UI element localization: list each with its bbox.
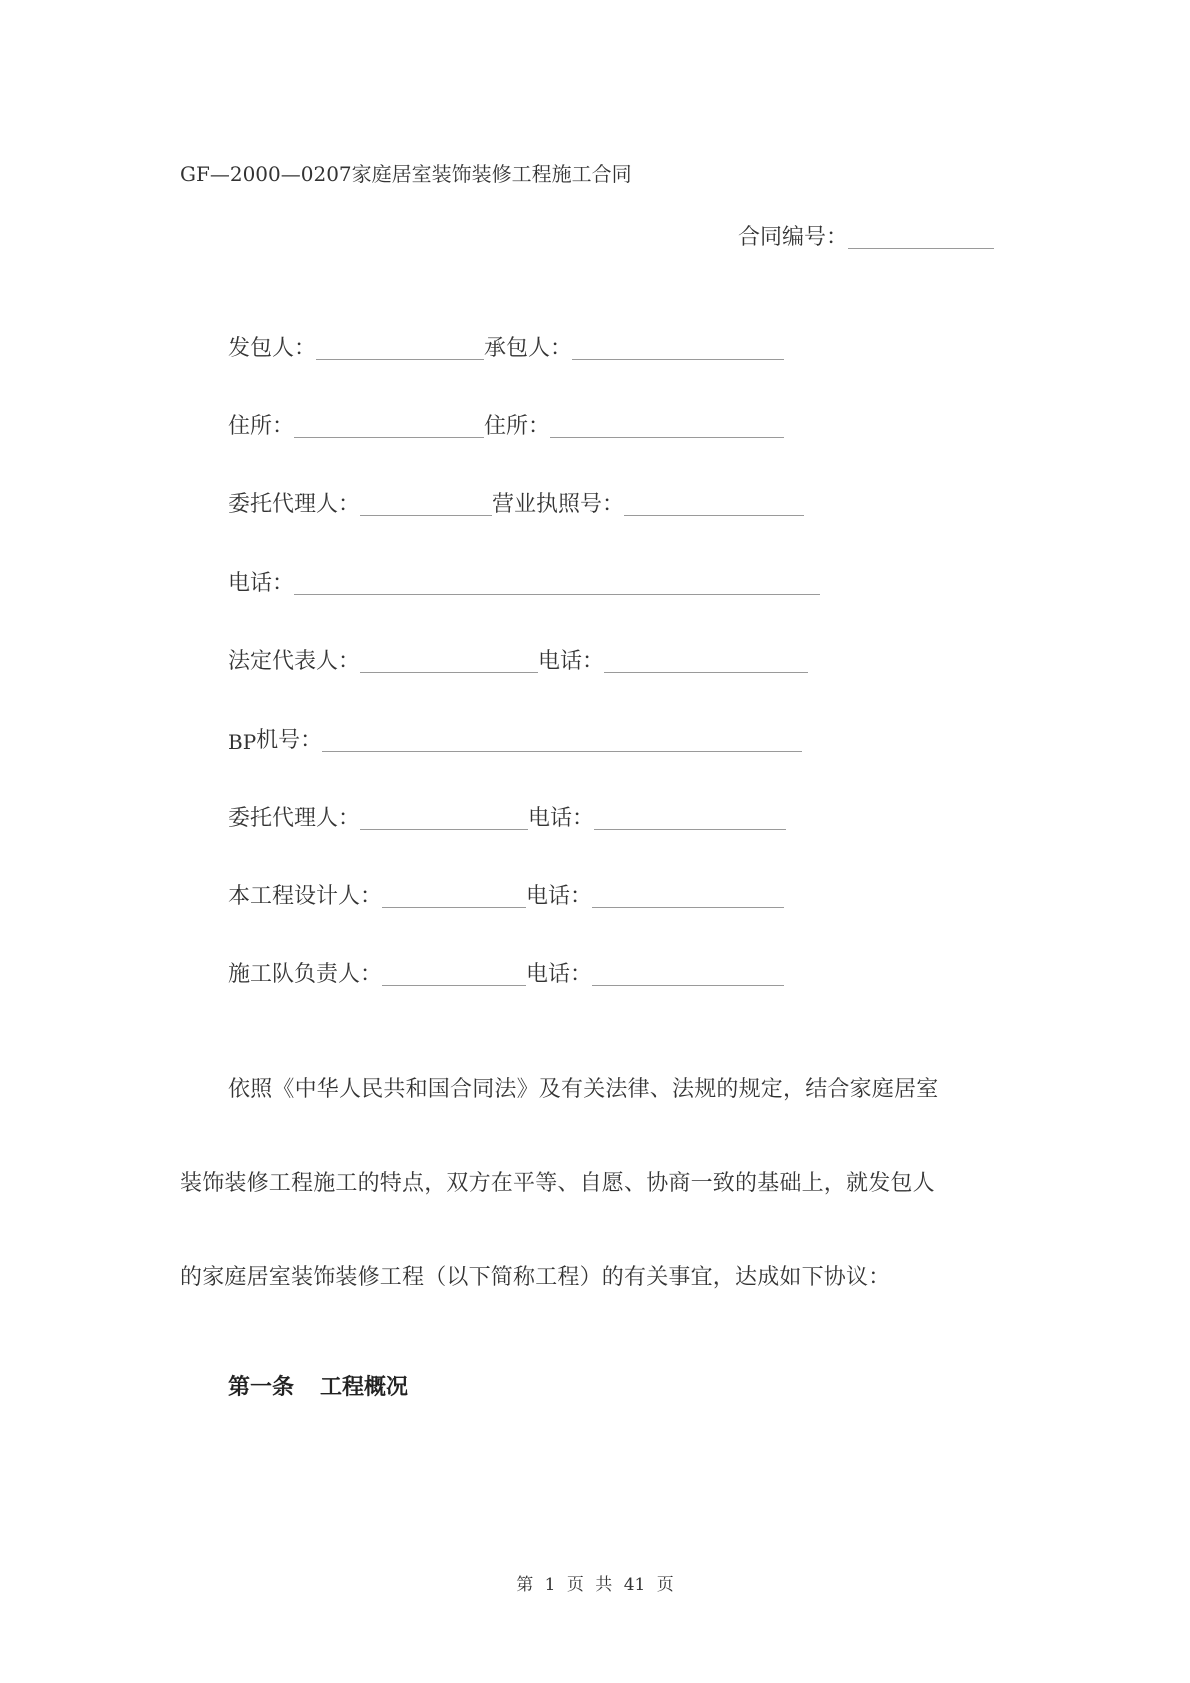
contractor-address-label: 住所： xyxy=(484,414,551,439)
field-row-phone xyxy=(228,567,820,597)
employer-phone-blank[interactable] xyxy=(294,572,820,595)
designer-phone-blank[interactable] xyxy=(592,885,784,908)
contract-number-label: 合同编号： xyxy=(738,225,849,250)
legal-rep-phone-label: 电话： xyxy=(538,649,605,674)
contractor-label: 承包人： xyxy=(484,336,573,361)
field-row-address xyxy=(228,410,784,440)
page-footer: 第 1 页 共 41 页 xyxy=(516,1575,674,1595)
employer-phone-label: 电话： xyxy=(228,571,295,596)
pager-label-latin: BP xyxy=(228,730,257,754)
pager-blank[interactable] xyxy=(322,729,802,752)
contract-number-blank[interactable] xyxy=(848,226,994,249)
contractor-agent-blank[interactable] xyxy=(360,807,528,830)
crew-lead-phone-label: 电话： xyxy=(526,962,593,987)
employer-address-label: 住所： xyxy=(228,414,295,439)
contractor-blank[interactable] xyxy=(572,337,784,360)
preamble-line-2: 装饰装修工程施工的特点，双方在平等、自愿、协商一致的基础上，就发包人 xyxy=(180,1171,935,1196)
field-row-crew-lead xyxy=(228,958,784,988)
field-row-contractor-agent xyxy=(228,802,786,832)
business-license-label: 营业执照号： xyxy=(492,492,625,517)
designer-phone-label: 电话： xyxy=(526,884,593,909)
field-row-designer xyxy=(228,880,784,910)
pager-label: 机号： xyxy=(256,728,323,753)
contractor-agent-label: 委托代理人： xyxy=(228,806,361,831)
field-row-agent-license xyxy=(228,488,804,518)
field-row-legal-rep xyxy=(228,645,808,675)
legal-rep-blank[interactable] xyxy=(360,650,538,673)
section-number: 第一条 xyxy=(228,1375,295,1400)
business-license-blank[interactable] xyxy=(624,493,804,516)
crew-lead-phone-blank[interactable] xyxy=(592,963,784,986)
designer-label: 本工程设计人： xyxy=(228,884,383,909)
employer-label: 发包人： xyxy=(228,336,317,361)
employer-agent-label: 委托代理人： xyxy=(228,492,361,517)
employer-blank[interactable] xyxy=(316,337,484,360)
contractor-agent-phone-blank[interactable] xyxy=(594,807,786,830)
field-row-parties xyxy=(228,332,784,362)
preamble-line-1: 依照《中华人民共和国合同法》及有关法律、法规的规定，结合家庭居室 xyxy=(228,1077,939,1102)
document-title: GF—2000—0207家庭居室装饰装修工程施工合同 xyxy=(180,162,632,186)
contract-number-field xyxy=(738,220,994,251)
section-title: 工程概况 xyxy=(320,1375,409,1400)
contractor-address-blank[interactable] xyxy=(550,415,784,438)
employer-agent-blank[interactable] xyxy=(360,493,492,516)
preamble-line-3: 的家庭居室装饰装修工程（以下简称工程）的有关事宜，达成如下协议： xyxy=(180,1265,891,1290)
crew-lead-blank[interactable] xyxy=(382,963,526,986)
employer-address-blank[interactable] xyxy=(294,415,484,438)
contractor-agent-phone-label: 电话： xyxy=(528,806,595,831)
section-heading xyxy=(228,1370,408,1401)
field-row-pager xyxy=(228,724,802,754)
legal-rep-label: 法定代表人： xyxy=(228,649,361,674)
crew-lead-label: 施工队负责人： xyxy=(228,962,383,987)
designer-blank[interactable] xyxy=(382,885,526,908)
legal-rep-phone-blank[interactable] xyxy=(604,650,808,673)
